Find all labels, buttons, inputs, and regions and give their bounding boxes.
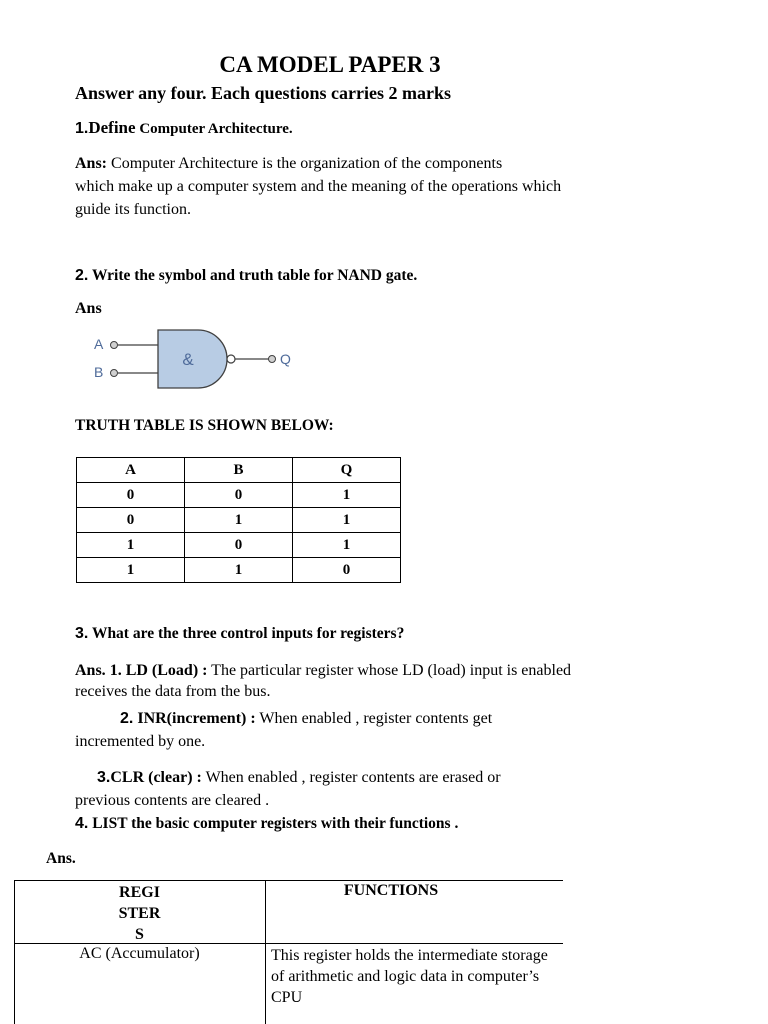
gate-input-a-terminal (111, 342, 118, 349)
truth-table-cell: 1 (293, 533, 401, 558)
truth-table-row (77, 533, 401, 558)
question-3 (75, 625, 404, 643)
truth-table-cell: 1 (185, 558, 293, 583)
answer-3-item-2-label: INR(increment) : (133, 710, 256, 727)
function-text-line: This register holds the intermediate storage (271, 947, 548, 964)
truth-table-row (77, 508, 401, 533)
answer-3-item-2 (75, 707, 492, 753)
answer-3-label: Ans. (75, 662, 106, 679)
truth-table-cell: 0 (77, 508, 185, 533)
answer-1-label: Ans: (75, 155, 108, 172)
answer-3-item-3 (75, 766, 501, 812)
function-text-line: CPU (271, 989, 303, 1006)
answer-3-item-2-text: When enabled , register contents get (255, 710, 493, 727)
register-function-cell (271, 945, 548, 1008)
truth-table-cell: 0 (185, 533, 293, 558)
answer-1-line-2: which make up a computer system and the meaning of the operations which (75, 178, 562, 195)
page-title: CA MODEL PAPER 3 (219, 52, 441, 77)
question-4 (75, 815, 458, 833)
truth-table-header: A (77, 458, 185, 483)
nand-gate-diagram (90, 325, 310, 391)
truth-table-row (77, 558, 401, 583)
truth-table-header-row (77, 458, 401, 483)
gate-input-b-terminal (111, 370, 118, 377)
question-1-number: 1. (75, 120, 89, 137)
truth-table (76, 457, 401, 583)
answer-3-item-1-label: 1. LD (Load) : (105, 662, 208, 679)
truth-table-cell: 1 (185, 508, 293, 533)
answer-3-item-3-text: When enabled , register contents are erased or (201, 769, 501, 786)
answer-1-line-3: guide its function. (75, 201, 191, 218)
truth-table-cell: 1 (77, 558, 185, 583)
answer-3-item-1-text: The particular register whose LD (load) input is enabled (207, 662, 572, 679)
answer-4-label: Ans. (46, 850, 76, 867)
question-2-text: Write the symbol and truth table for NAND gate. (88, 267, 418, 284)
gate-input-a-label: A (94, 336, 104, 352)
gate-output-label: Q (280, 351, 291, 367)
question-4-text: LIST the basic computer registers with their functions . (88, 815, 459, 832)
question-3-text: What are the three control inputs for registers? (88, 625, 405, 642)
instructions: Answer any four. Each questions carries 2 marks (75, 83, 452, 103)
question-2-number: 2. (75, 267, 89, 284)
functions-column-header: FUNCTIONS (343, 882, 439, 899)
truth-table-cell: 1 (293, 508, 401, 533)
truth-table-cell: 1 (77, 533, 185, 558)
register-header-line: S (135, 926, 144, 943)
answer-2-label: Ans (75, 300, 102, 317)
table-border (14, 880, 563, 881)
register-name-cell: AC (Accumulator) (79, 945, 200, 962)
answer-3-item-3-continuation: previous contents are cleared . (75, 792, 270, 809)
answer-3-item-3-label: CLR (clear) : (110, 769, 202, 786)
question-1-text: Computer Architecture. (135, 121, 293, 137)
function-text-line: of arithmetic and logic data in computer’s (271, 968, 540, 985)
table-border (265, 880, 266, 1024)
truth-table-cell: 0 (293, 558, 401, 583)
question-2 (75, 267, 417, 285)
question-1-label: Define (88, 118, 136, 137)
truth-table-cell: 1 (293, 483, 401, 508)
gate-output-terminal (269, 356, 276, 363)
answer-3-item-2-continuation: incremented by one. (75, 733, 206, 750)
answer-1 (75, 152, 561, 221)
question-1 (75, 118, 293, 138)
answer-3-item-1 (75, 659, 571, 703)
answer-3-item-2-number: 2. (120, 710, 134, 727)
register-header-line: REGI (119, 884, 160, 901)
gate-input-b-label: B (94, 364, 104, 380)
truth-table-header: Q (293, 458, 401, 483)
question-4-number: 4. (75, 815, 89, 832)
truth-table-header: B (185, 458, 293, 483)
register-header-line: STER (118, 905, 161, 922)
truth-table-heading: TRUTH TABLE IS SHOWN BELOW: (75, 417, 334, 434)
gate-inversion-bubble (227, 355, 235, 363)
question-3-number: 3. (75, 625, 89, 642)
register-column-header (14, 882, 265, 945)
truth-table-row (77, 483, 401, 508)
truth-table-cell: 0 (77, 483, 185, 508)
answer-3-item-1-continuation: receives the data from the bus. (75, 683, 271, 700)
answer-1-line-1: Computer Architecture is the organization of the components (107, 155, 503, 172)
registers-table (14, 880, 563, 1024)
answer-3-item-3-number: 3. (97, 769, 111, 786)
truth-table-cell: 0 (185, 483, 293, 508)
gate-symbol-label: & (182, 350, 194, 369)
